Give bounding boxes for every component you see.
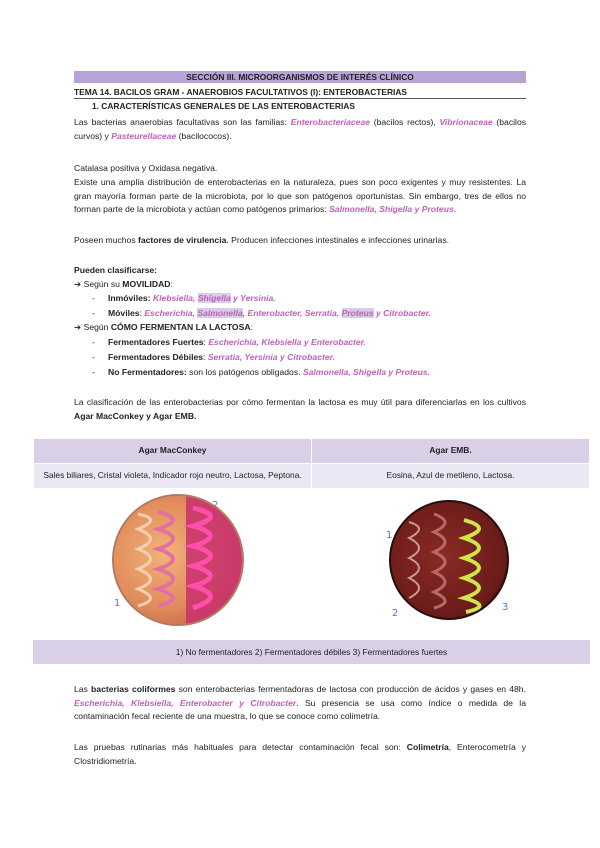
list-item-inmoviles: - Inmóviles: Klebsiella, Shigella y Yersinia. (92, 293, 276, 303)
paragraph-catalasa: Catalasa positiva y Oxidasa negativa. (74, 163, 218, 173)
table-cell-emb: Eosina, Azul de metileno, Lactosa. (312, 464, 590, 489)
list-item-weak-fermenters: - Fermentadores Débiles: Serratia, Yersinia y Citrobacter. (92, 352, 335, 362)
classify-lactose: ➔ Según CÓMO FERMENTAN LA LACTOSA: (74, 322, 253, 332)
section-title: SECCIÓN III. MICROORGANISMOS DE INTERÉS CLÍNICO (74, 71, 526, 83)
emb-plate-image (384, 500, 514, 624)
image-caption: 1) No fermentadores 2) Fermentadores débiles 3) Fermentadores fuertes (33, 640, 590, 664)
paragraph-families: Las bacterias anaerobias facultativas son las familias: Enterobacteriaceae (bacilos rectos), Vibrionaceae (bacilos curvos) y Pasteurellaceae (bacilococos). (74, 117, 527, 141)
agar-table (33, 438, 590, 489)
paragraph-culture: La clasificación de las enterobacterias por cómo fermentan la lactosa es muy útil para diferenciarlas en los cultivos Agar MacConkey y Agar EMB. (74, 397, 526, 421)
table-header-macconkey: Agar MacConkey (34, 439, 312, 464)
list-item-non-fermenters: - No Fermentadores: son los patógenos obligados. Salmonella, Shigella y Proteus. (92, 367, 430, 377)
paragraph-coliforms: Las bacterias coliformes son enterobacterias fermentadoras de lactosa con producción de ácidos y gases en 48h. Escherichia, Klebsiella, Enterobacter y Citrobacter. Su presencia se usa como índice o medida de la contaminación fecal reciente de una muestra, lo que se conoce como colimetría. (74, 684, 526, 721)
subsection-heading: 1. CARACTERÍSTICAS GENERALES DE LAS ENTEROBACTERIAS (92, 101, 355, 111)
plate-label: 3 (502, 602, 509, 613)
table-header-emb: Agar EMB. (312, 439, 590, 464)
paragraph-virulence: Poseen muchos factores de virulencia. Producen infecciones intestinales e infecciones urinarias. (74, 235, 449, 245)
paragraph-tests: Las pruebas rutinarias más habituales para detectar contaminación fecal son: Colimetría, Enterocometría y Clostridiometría. (74, 742, 526, 766)
family-name: Pasteurellaceae (111, 130, 177, 141)
species-names: Salmonella, Shigella y Proteus (329, 204, 454, 214)
plate-label: 2 (392, 608, 399, 619)
topic-title: TEMA 14. BACILOS GRAM - ANAEROBIOS FACULTATIVOS (I): ENTEROBACTERIAS (74, 86, 526, 99)
plate-label: 1 (386, 530, 393, 541)
plate-label: 2 (212, 500, 219, 511)
family-name: Enterobacteriaceae (290, 117, 371, 127)
family-name: Vibrionaceae (439, 117, 493, 127)
list-item-moviles: - Móviles: Escherichia, Salmonella, Enterobacter, Serratia, Proteus y Citrobacter. (92, 308, 431, 318)
paragraph-distribution: Existe una amplia distribución de enterobacterias en la naturaleza, pues son poco exigentes y muy resistentes. La gran mayoría forman parte de la microbiota, por lo que son patógenos oportunistas. Sin embargo, tres de ellos no forman parte de la microbiota y actúan como patógenos primarios: Salmonella, Shigella y Proteus. (74, 177, 526, 214)
classify-motility: ➔ Según su MOVILIDAD: (74, 279, 173, 289)
macconkey-plate-image (108, 494, 248, 626)
classify-title: Pueden clasificarse: (74, 265, 158, 275)
list-item-strong-fermenters: - Fermentadores Fuertes: Escherichia, Klebsiella y Enterobacter. (92, 337, 366, 347)
plate-label: 1 (114, 598, 121, 609)
table-cell-macconkey: Sales biliares, Cristal violeta, Indicador rojo neutro, Lactosa, Peptona. (34, 464, 312, 489)
